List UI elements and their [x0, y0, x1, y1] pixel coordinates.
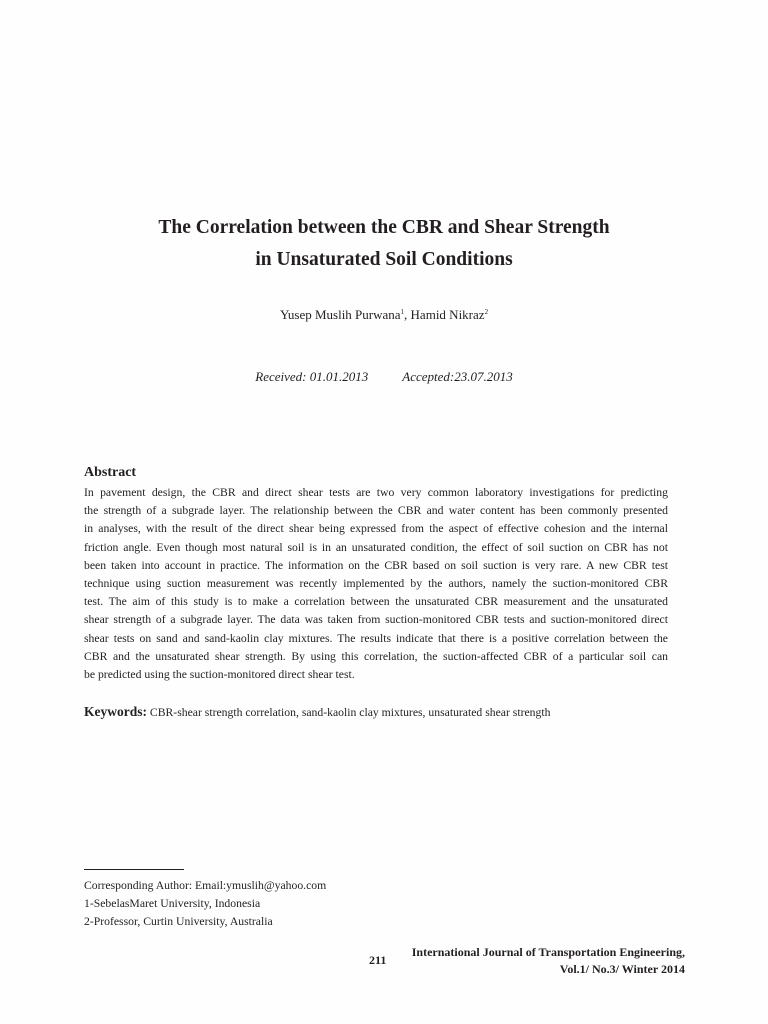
keywords	[84, 703, 550, 722]
journal-citation	[412, 944, 685, 978]
submission-dates	[0, 368, 768, 386]
abstract-line: been taken into account in practice. The information on the CBR based on soil suction is very rare. A new CBR test	[84, 558, 668, 572]
abstract-line: test. The aim of this study is to make a correlation between the unsaturated CBR measurement and the unsaturated	[84, 595, 668, 609]
author-1: Yusep Muslih Purwana	[279, 307, 401, 322]
keywords-text: CBR-shear strength correlation, sand-kaolin clay mixtures, unsaturated shear strength	[147, 706, 551, 719]
received-date: Received: 01.01.2013	[255, 369, 369, 384]
abstract-line: shear tests on sand and sand-kaolin clay mixtures. The results indicate that there is a positive correlation between the	[84, 631, 668, 645]
footnote-affiliation-2: 2-Professor, Curtin University, Australia	[84, 915, 273, 928]
abstract-line: in analyses, with the result of the direct shear being expressed from the aspect of effective cohesion and the internal	[84, 522, 668, 536]
abstract-line: be predicted using the suction-monitored direct shear test.	[84, 668, 355, 682]
keywords-label: Keywords:	[84, 704, 147, 719]
abstract-line: friction angle. Even though most natural soil is in an unsaturated condition, the effect of soil suction on CBR has not	[84, 540, 668, 554]
author-list	[0, 303, 768, 324]
author-2: Hamid Nikraz	[410, 307, 485, 322]
footnote-divider	[84, 869, 184, 870]
abstract-line: CBR and the unsaturated shear strength. By using this correlation, the suction-affected CBR of a particular soil can	[84, 649, 668, 663]
author-separator: ,	[404, 307, 411, 322]
footnote-corresponding-author: Corresponding Author: Email:ymuslih@yahoo.com	[84, 879, 327, 892]
journal-volume: Vol.1/ No.3/ Winter 2014	[559, 962, 685, 976]
accepted-date: Accepted:23.07.2013	[402, 369, 513, 384]
paper-title	[0, 212, 768, 276]
title-line-2: in Unsaturated Soil Conditions	[255, 249, 513, 270]
author-1-affiliation-mark: 1	[400, 308, 405, 316]
page-number: 211	[369, 953, 387, 967]
abstract-heading: Abstract	[84, 465, 137, 480]
abstract-line: technique using suction measurement was recently implemented by the authors, namely the suction-monitored CBR	[84, 577, 668, 591]
footnote-affiliation-1: 1-SebelasMaret University, Indonesia	[84, 897, 261, 910]
abstract-body	[84, 484, 668, 684]
abstract-line: the strength of a subgrade layer. The relationship between the CBR and water content has been commonly presented	[84, 504, 668, 518]
journal-name: International Journal of Transportation Engineering,	[411, 945, 685, 959]
abstract-line: shear strength of a subgrade layer. The data was taken from suction-monitored CBR tests and suction-monitored direct	[84, 613, 668, 627]
title-line-1: The Correlation between the CBR and Shear Strength	[158, 217, 610, 238]
abstract-line: In pavement design, the CBR and direct shear tests are two very common laboratory investigations for predicting	[84, 486, 668, 499]
author-2-affiliation-mark: 2	[484, 308, 489, 316]
footnotes	[84, 877, 326, 931]
